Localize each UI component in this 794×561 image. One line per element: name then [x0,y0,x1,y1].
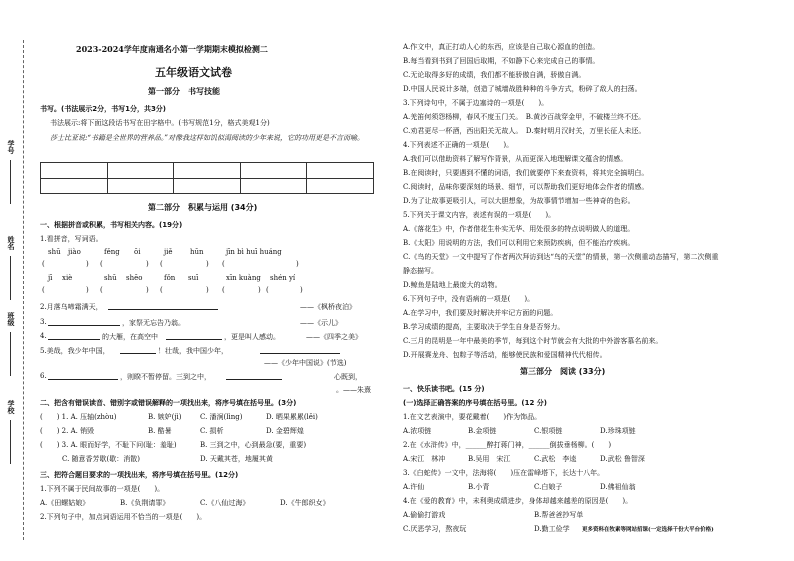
answer-blank-open[interactable]: ( [100,286,103,294]
right-line: B.学习成绩的提高，主要取决于学生自身是否努力。 [403,323,565,331]
answer-blank-open[interactable]: ( [100,260,103,268]
q5-mid: ！壮哉，我中国少年， [158,347,228,355]
s2-r3-c: C. 随意香芳歇(歇：消散) [62,455,141,463]
part1-rule: 书写。(书法展示2分，书写1分，共3分) [40,105,167,113]
answer-blank-close: ) [86,260,89,268]
answer-line[interactable] [166,339,222,340]
right-line: B.每当看到书到了回国后取期，不如静下心来完成自己的事情。 [403,57,600,65]
s2-r1-d: D. 晒果累累(lěi) [266,413,318,421]
answer-blank-open[interactable]: ( [160,260,163,268]
right-line: B.《太阳》用说明的方法，我们可以利用它来预防疾病，但不能治疗疾病。 [403,239,635,247]
q4-mid: 的大雁，在高空中 [102,333,158,341]
s1-q1: 1.看拼音，写词语。 [40,235,103,243]
part1-instruction: 书法展示:将下面这段话书写在田字格中。(书写规范1分，格式美观1分) [50,119,270,127]
r1-q1-opt-a: A.浓项链 [403,427,432,435]
q4-text: 4. [40,332,47,340]
pinyin: ōi [134,248,141,256]
s2-r3-a: ( ) 3. A. 眼而好学，不耻下问(耻：羞耻) [40,441,177,449]
r1-sub: (一)选择正确答案的序号填在括号里。(12 分) [403,399,547,407]
q5-text: 5.美哉，我少年中国， [40,347,110,355]
right-line: 6.下列句子中，没有语病的一项是( )。 [403,295,535,303]
part2-heading: 第二部分 积累与运用 (34分) [148,203,258,212]
q3-mid: ，家祭无忘告乃翁。 [122,319,185,327]
answer-line[interactable] [48,339,100,340]
pinyin: hūn [190,248,204,256]
answer-blank-close: ) [300,286,303,294]
pinyin: jī [48,274,53,282]
answer-blank-close: ) [86,286,89,294]
answer-blank-open[interactable]: ( [42,286,45,294]
pinyin: fǒn [164,274,176,282]
pinyin: shū [104,274,117,282]
right-line: B.在阅读时，只要遇到不懂的词语，我们就要停下来查资料，将其完全搞明白。 [403,169,649,177]
pinyin: fěng [104,248,120,256]
right-line: D.鲸鱼是陆地上最庞大的动物。 [403,281,502,289]
binding-line [23,40,24,540]
writing-grid[interactable] [40,162,374,194]
q4-source: ——《四季之美》 [306,333,362,341]
answer-blank-open[interactable]: ( [222,286,225,294]
q6-text: 6. [40,372,47,380]
r1-q2-opt-a: A.宋江 林冲 [403,455,446,463]
side-label-name: 姓名 [7,236,16,250]
r1-q1-opt-c: C.银项链 [534,427,563,435]
s3-q2: 2.下列句子中，加点词语运用不恰当的一项是( )。 [40,513,207,521]
s2-r3-d: D. 天戴其苍，地履其黄 [200,455,273,463]
side-rule [10,256,11,300]
right-line: A.在学习中，我们要及时解决并牢记方面的问题。 [403,309,558,317]
s3-q1-opt-a: A.《田螺姑娘》 [40,499,90,507]
s3-q1-opt-b: B.《负荆请罪》 [120,499,170,507]
q2-source: ——《枫桥夜泊》 [300,303,356,311]
answer-line[interactable] [260,353,340,354]
s2-r2-c: C. 损析 [200,427,224,435]
r1-q3-opt-b: B.小青 [468,483,490,491]
s1-title: 一、根据拼音或积累，书写相关内容。(19分) [40,221,183,229]
pinyin: shén yí [270,274,296,282]
answer-blank-close: ) [206,260,209,268]
answer-blank-close: ) [146,260,149,268]
answer-blank-open[interactable]: ( [42,260,45,268]
answer-line[interactable] [120,353,156,354]
right-line: D.开展赛龙舟、包粽子等活动，能够使民族和爱国精神代代相传。 [403,351,607,359]
pinyin: jiě [164,248,173,256]
right-line: D.为了让故事更吸引人，可以大胆想象，为故事情节增加一些神奇的色彩。 [403,197,635,205]
pinyin: jiào [68,248,81,256]
r1-q1-opt-d: D.珍珠项链 [600,427,636,435]
right-line: A.《落花生》中，作者借花生朴实无华、用处很多的特点说明做人的道理。 [403,225,635,233]
r1-q3-opt-a: A.许仙 [403,483,425,491]
exam-title: 2023-2024学年度南通名小第一学期期末模拟检测二 [76,44,268,54]
right-line: D.中国人民说计多端，创造了城墙战胜种种的斗争方式，粉碎了敌人的扫荡。 [403,85,642,93]
right-line: C.三月的昆明是一年中最美的季节，每到这个时节就会有大批的中外游客慕名前来。 [403,337,663,345]
r1-title: 一、快乐读书吧。(15 分) [403,385,485,393]
answer-blank-open[interactable]: ( [222,260,225,268]
r1-q2-opt-d: D.武松 鲁智深 [600,455,645,463]
r1-q3: 3.《白蛇传》一文中，法海将( )压在雷峰塔下，长达十八年。 [403,469,605,477]
footer-note: 更多资料在牧素等网站招课(一定选择千份大平台价格) [582,527,714,533]
r1-q2-opt-c: C.武松 李逵 [534,455,577,463]
answer-blank-close: ) [296,260,299,268]
right-line: C.《鸟的天堂》一文中提写了作者两次拜访到达“鸟的天堂”的情景，第一次侧重动态描写，第二次侧重 [403,253,719,261]
q3-text: 3. [40,318,47,326]
s2-r1-c: C. 潘涧(lìng) [200,413,243,421]
answer-blank-close: ) [146,286,149,294]
q2-text: 2.月落乌啼霜满天， [40,303,103,311]
side-rule [10,160,11,204]
r1-q2: 2.在《水浒传》中，______醉打蒋门神，______倒拔垂杨柳。( ) [403,441,612,449]
answer-line[interactable] [108,309,218,310]
side-label-id: 学号 [7,140,16,154]
right-line: 静态描写。 [403,267,438,275]
s2-r1-a: ( ) 1. A. 压轴(zhòu) [40,413,117,421]
s3-title: 三、把符合题目要求的一项找出来，将序号填在括号里。(12分) [40,471,239,479]
answer-blank-close: ) [258,286,261,294]
s2-title: 二、把含有错误读音、错别字或错误解释的一项找出来，将序号填在括号里。(3分) [40,399,297,407]
q4-end: ，更是叫人感动。 [224,333,280,341]
s3-q1: 1.下列不属于民间故事的一项是( )。 [40,485,165,493]
side-rule [10,420,11,464]
r1-q1-opt-b: B.金项链 [468,427,497,435]
answer-blank-open[interactable]: ( [160,286,163,294]
q6-source: 。——朱熹 [336,386,371,394]
part3-heading: 第三部分 阅读 (33分) [520,367,606,376]
s3-q1-opt-d: D.《牛郎织女》 [280,499,330,507]
right-line: 3.下列诗句中，不属于边塞诗的一项是( )。 [403,99,549,107]
grade-title: 五年级语文试卷 [155,66,232,79]
pinyin: xiè [62,274,73,282]
r1-q2-opt-b: B.吴用 宋江 [468,455,511,463]
right-line: A.作文中，真正打动人心的东西，应该是自己取心源血的创造。 [403,43,600,51]
right-line: 5.下列关于课文内容，表述有误的一项是( )。 [403,211,556,219]
answer-blank-open[interactable]: ( [266,286,269,294]
answer-line[interactable] [48,379,118,380]
s2-r2-b: B. 酷暑 [148,427,172,435]
answer-blank-close: ) [206,286,209,294]
s3-q1-opt-c: C.《八仙过海》 [200,499,250,507]
right-line: A.羌笛何须怨杨柳，春风不度玉门关。 B.黄沙百战穿金甲，不破楼兰终不还。 [403,113,646,121]
r1-q4: 4.在《爱的教育》中，未利奥成绩进步，身体却越来越差的原因是( )。 [403,497,633,505]
pinyin: jīn bì huī huáng [226,248,282,256]
q3-source: ——《示儿》 [300,319,342,327]
side-label-class: 班级 [7,312,16,326]
part1-heading: 第一部分 书写技能 [148,87,220,96]
side-rule [10,332,11,376]
right-line: 4.下列表述不正确的一项是( )。 [403,141,514,149]
q5-source: ——《少年中国说》(节选) [264,359,347,367]
pinyin: shēo [126,274,143,282]
r1-q1: 1.在文艺表演中，要花戴着( )作为饰品。 [403,413,542,421]
right-line: C.阅读时，品味你要深刻的场景、细节，可以帮助我们更好地体会作者的情感。 [403,183,649,191]
q6-tail: 心既到， [334,373,362,381]
side-label-school: 学校 [7,400,16,414]
pinyin: shū [48,248,61,256]
s2-r1-b: B. 嫉妒(jì) [148,413,182,421]
r1-q3-opt-d: D.佛祖仙翁 [600,483,636,491]
answer-line[interactable] [226,379,282,380]
r1-q4-opt-a: A.偷偷打游戏 [403,511,446,519]
r1-q3-opt-c: C.白娘子 [534,483,563,491]
r1-q4-opt-c: C.厌恶学习，熬夜玩 [403,525,467,533]
answer-line[interactable] [48,325,120,326]
right-line: C.无论取得多好的成绩，我们都不能骄傲自满，骄傲自满。 [403,71,586,79]
s2-r2-a: ( ) 2. A. 销毁 [40,427,95,435]
pinyin: suī [188,274,199,282]
part1-quote: 莎士比亚说:“书籍是全世界的营养品。”对像我这样如饥似渴阅读的少年来说，它的功用更是不言而喻。 [50,134,365,142]
right-line: C.劝君更尽一杯酒，西出阳关无故人。 D.秦时明月汉时关，万里长征人未还。 [403,127,646,135]
s2-r2-d: D. 金碧辉煌 [266,427,304,435]
s2-r3-b: B. 三到之中，心到最急(要，重要) [200,441,307,449]
pinyin: xīn kuàng [226,274,261,282]
r1-q4-opt-b: B.帮爸爸抄写单 [534,511,584,519]
r1-q4-opt-d: D.勤工俭学 [534,525,570,533]
q6-mid: ，则睽不暂停留。三到之中， [120,373,211,381]
right-line: A.我们可以借助资料了解写作背景，从而更深入地理解课文蕴含的情感。 [403,155,628,163]
